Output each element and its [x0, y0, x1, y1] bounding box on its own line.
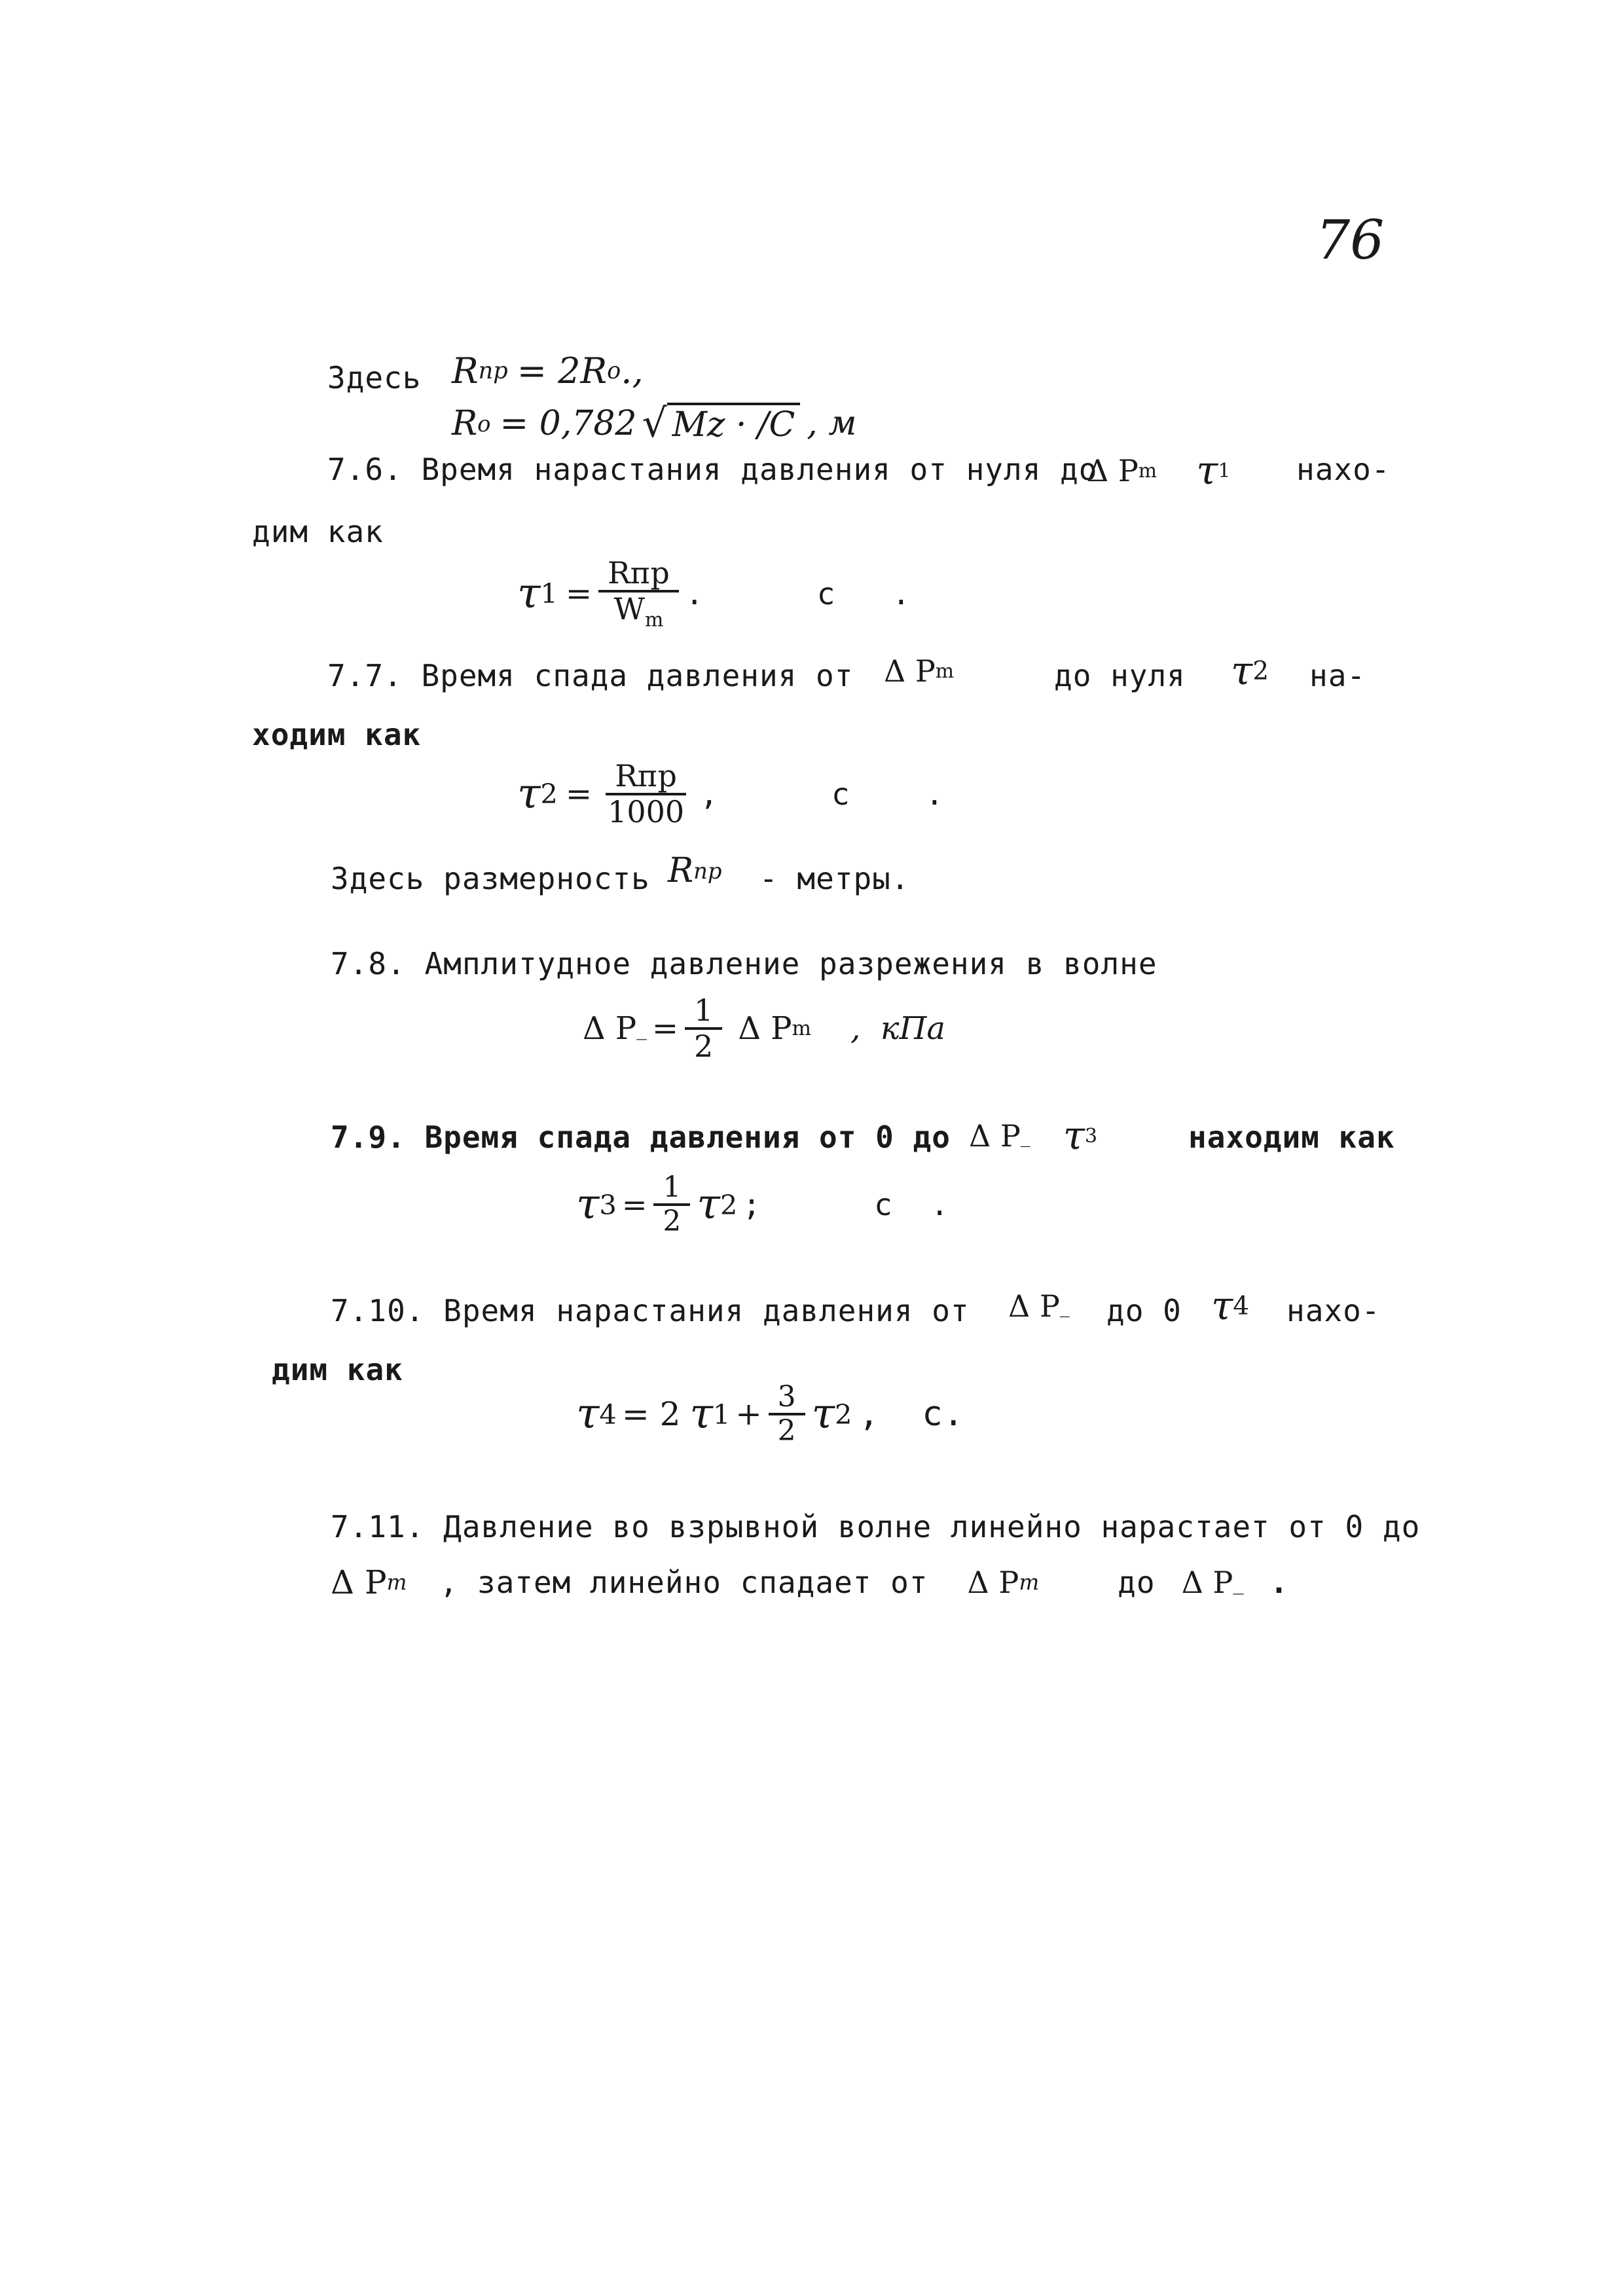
s77-inline-dp: [884, 653, 954, 689]
s78-fraction: [685, 994, 722, 1063]
formula-r0: [452, 401, 856, 446]
s79-tail: находим как: [1188, 1120, 1395, 1155]
s77-f-lhs: τ: [517, 769, 541, 818]
s78-f-eq: =: [651, 1010, 679, 1047]
note-r-sub: пр: [693, 858, 722, 884]
s710-fraction: [769, 1381, 805, 1448]
s77-text: 7.7. Время спада давления от: [327, 658, 854, 693]
s710-inline-tau: [1211, 1283, 1249, 1329]
s710-f-lhs: τ: [576, 1390, 600, 1439]
note-text: Здесь размерность: [331, 861, 650, 896]
s711-dp2: Δ P: [967, 1565, 1019, 1600]
s711-to: до: [1118, 1565, 1156, 1600]
r-pr-tail: .,: [621, 350, 644, 392]
s77-tail: на-: [1309, 658, 1366, 693]
s76-tau: τ: [1196, 448, 1218, 494]
s76-f-den-sub: m: [644, 608, 664, 632]
s79-f-num: 1: [653, 1172, 690, 1206]
s710-tau: τ: [1211, 1283, 1233, 1329]
s76-fraction: [598, 556, 679, 631]
s77-formula: [517, 759, 944, 828]
s76-dp-sub: m: [1138, 459, 1158, 483]
s76-f-eq: =: [565, 575, 593, 612]
s76-f-unit: . с .: [685, 575, 911, 611]
s710-f-t1-sub: 1: [712, 1398, 731, 1430]
s710-f-t2-sub: 2: [834, 1398, 852, 1430]
s77-dp-sub: m: [935, 659, 955, 683]
s78-f-den: 2: [694, 1028, 714, 1064]
r0-symbol: R: [452, 404, 478, 443]
s710-f-unit: , с.: [858, 1394, 964, 1434]
s76-tail: нахо-: [1296, 452, 1391, 487]
s710-dp-sub: _: [1059, 1294, 1070, 1318]
formula-r-pr: [452, 350, 644, 392]
s77-tau-sub: 2: [1252, 656, 1269, 686]
s79-f-rhs-sub: 2: [720, 1188, 738, 1221]
s79-text: 7.9. Время спада давления от 0 до: [331, 1120, 951, 1155]
sqrt-sign-icon: √: [642, 401, 667, 446]
s78-f-unit: , кПа: [850, 1010, 946, 1047]
r-pr-sub: пр: [478, 357, 508, 384]
s710-line2: дим как: [272, 1352, 403, 1387]
s710-tau-sub: 4: [1233, 1291, 1250, 1321]
note-tail: - метры.: [759, 861, 910, 896]
s79-dp: Δ P: [969, 1118, 1021, 1154]
s78-f-rhs: Δ P: [738, 1010, 792, 1047]
s710-inline-dp: [1008, 1288, 1070, 1324]
s710-f-eq: = 2: [621, 1395, 681, 1434]
s710-dp: Δ P: [1008, 1288, 1060, 1324]
s711-dp3-sub: _: [1233, 1570, 1244, 1595]
s77-inline-tau: [1231, 648, 1269, 694]
s77-fraction: [598, 759, 693, 828]
s78-formula: [583, 994, 945, 1063]
s710-formula: [576, 1381, 964, 1448]
s77-dp: Δ P: [884, 653, 936, 689]
s76-f-lhs-sub: 1: [540, 577, 558, 610]
s79-formula: [576, 1172, 949, 1238]
s79-f-lhs: τ: [576, 1180, 600, 1230]
page-number: 76: [1316, 210, 1385, 272]
s79-tau-sub: 3: [1084, 1124, 1097, 1148]
s711-line2: [331, 1563, 1288, 1601]
s77-tau: τ: [1231, 648, 1253, 694]
s76-f-lhs: τ: [517, 569, 541, 618]
s76-tau-sub: 1: [1218, 459, 1231, 483]
note-r-symbol: R: [668, 851, 694, 890]
s78-f-lhs-sub: _: [636, 1016, 647, 1040]
s77-f-num: Rпр: [606, 759, 686, 795]
s77-mid: до нуля: [1054, 658, 1186, 693]
s710-tail: нахо-: [1286, 1293, 1381, 1328]
s79-inline: [969, 1113, 1097, 1159]
s711-line1: 7.11. Давление во взрывной волне линейно нарастает от 0 до: [331, 1509, 1421, 1544]
s79-f-lhs-sub: 3: [599, 1188, 617, 1221]
s711-dp1-sub: m: [386, 1570, 407, 1595]
s77-line2: ходим как: [252, 717, 422, 752]
s711-dp2-sub: m: [1019, 1570, 1040, 1595]
s79-f-den: 2: [663, 1205, 682, 1239]
s79-tau: τ: [1063, 1113, 1085, 1159]
r0-root: Mz · /C: [667, 403, 801, 445]
s710-f-plus: +: [735, 1396, 762, 1433]
s76-f-num: Rпр: [598, 556, 679, 592]
s76-line2: дим как: [252, 514, 384, 549]
s77-f-lhs-sub: 2: [540, 778, 558, 811]
r0-unit: , м: [807, 404, 857, 443]
s710-f-t1: τ: [689, 1390, 713, 1439]
s76-f-den: W: [613, 591, 645, 627]
s76-inline: [1087, 448, 1230, 494]
s710-mid: до 0: [1106, 1293, 1182, 1328]
s710-f-den: 2: [777, 1414, 796, 1448]
s78-f-rhs-sub: m: [792, 1016, 812, 1040]
s78-text: 7.8. Амплитудное давление разрежения в волне: [331, 946, 1158, 981]
s77-f-eq: =: [565, 775, 593, 812]
s710-f-lhs-sub: 4: [599, 1398, 617, 1430]
s76-dp: Δ P: [1087, 453, 1139, 488]
s76-text: 7.6. Время нарастания давления от нуля до: [327, 452, 1098, 487]
note-r: [668, 851, 722, 890]
s78-f-num: 1: [685, 994, 722, 1030]
s77-f-unit: , с .: [700, 776, 945, 812]
s711-end: .: [1269, 1565, 1289, 1600]
r0-rhs: = 0,782: [500, 404, 637, 443]
s79-f-eq: =: [621, 1187, 647, 1223]
s79-f-unit: ; с .: [742, 1187, 949, 1223]
r-pr-rhs: = 2R: [517, 350, 608, 392]
s79-f-rhs: τ: [697, 1180, 720, 1230]
s711-dp1: Δ P: [331, 1563, 387, 1601]
r-pr-symbol: R: [452, 350, 479, 392]
s711-mid: , затем линейно спадает от: [439, 1565, 928, 1600]
intro-zdes: Здесь: [327, 360, 422, 395]
s76-formula: [517, 556, 911, 631]
s710-f-t2: τ: [811, 1390, 835, 1439]
s79-fraction: [653, 1172, 690, 1238]
s710-f-num: 3: [769, 1381, 805, 1415]
s79-dp-sub: _: [1020, 1124, 1030, 1148]
s78-f-lhs: Δ P: [583, 1010, 637, 1047]
r-pr-rhs-sub: о: [607, 357, 621, 384]
s76-f-den-wrap: [605, 592, 673, 631]
s711-dp3: Δ P: [1181, 1565, 1233, 1600]
r0-sub: о: [477, 410, 491, 437]
s710-text: 7.10. Время нарастания давления от: [331, 1293, 970, 1328]
s77-f-den: 1000: [608, 793, 685, 829]
